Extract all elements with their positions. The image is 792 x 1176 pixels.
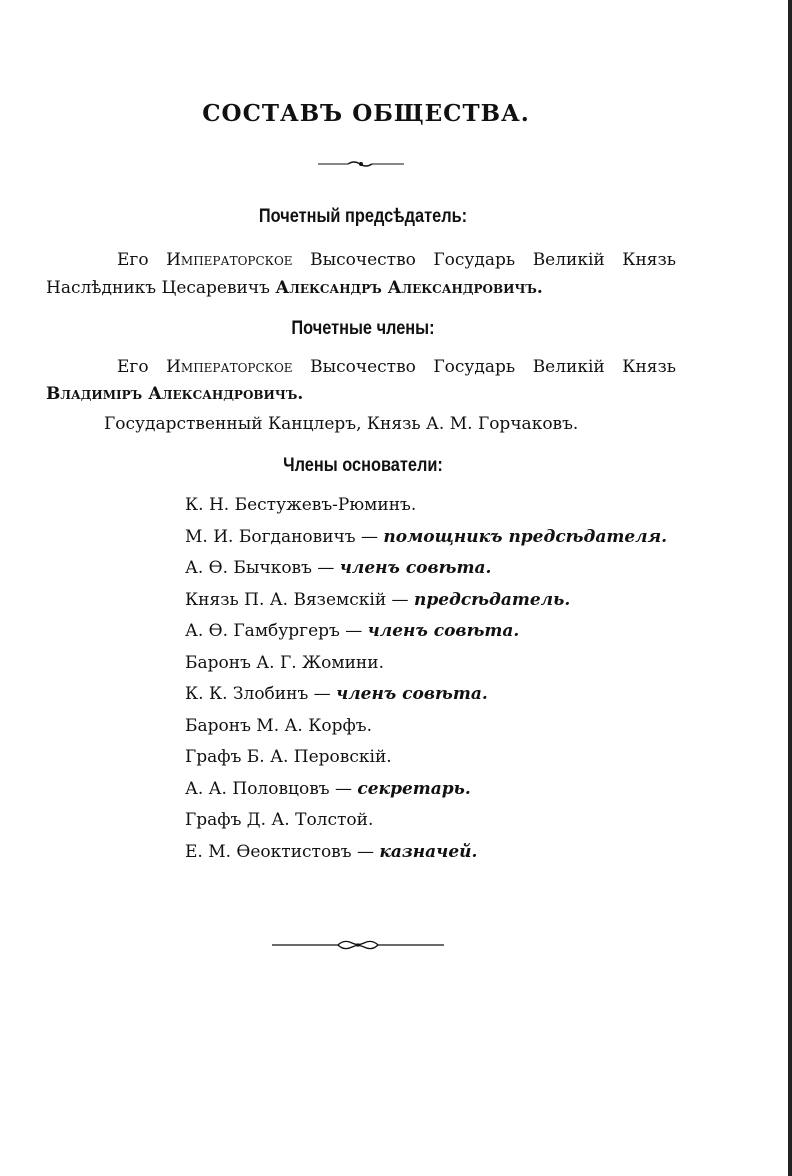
founder-item	[185, 648, 667, 680]
honorary-members-heading: Почетные члены:	[291, 318, 435, 339]
founder-name: Баронъ А. Г. Жомини.	[185, 652, 384, 673]
founder-name: А. А. Половцовъ —	[185, 778, 358, 799]
word: Князь	[622, 250, 677, 270]
word: Его	[117, 250, 149, 270]
founder-item	[185, 711, 667, 743]
word: Императорское	[166, 250, 293, 270]
founder-name: Е. М. Ѳеоктистовъ —	[185, 841, 380, 862]
founder-item	[185, 522, 667, 554]
founder-item	[185, 837, 667, 869]
title-prefix: Наслѣдникъ Цесаревичъ	[46, 278, 276, 298]
word: Князь	[622, 357, 677, 377]
word: Великій	[532, 250, 605, 270]
founder-item	[185, 616, 667, 648]
word: Великій	[532, 357, 605, 377]
founder-name: Графъ Б. А. Перовскій.	[185, 747, 392, 767]
founder-role: секретарь.	[357, 778, 471, 799]
founders-list	[185, 490, 667, 868]
honorary-chairman-name: Александръ Александровичъ.	[275, 278, 543, 298]
founder-item	[185, 679, 667, 711]
founder-name: Баронъ М. А. Корфъ.	[185, 715, 372, 736]
founder-item	[185, 805, 667, 837]
title-ornament	[318, 159, 404, 169]
founder-name: М. И. Богдановичъ —	[185, 526, 384, 547]
page-title: СОСТАВЪ ОБЩЕСТВА.	[202, 100, 530, 127]
founder-name: Графъ Д. А. Толстой.	[185, 810, 374, 830]
founder-name: К. Н. Бестужевъ-Рюминъ.	[185, 495, 417, 515]
honorary-chairman-line-2	[46, 278, 543, 298]
honorary-chairman-line-1	[117, 250, 676, 270]
founder-item	[185, 742, 667, 774]
founder-role: членъ совѣта.	[339, 558, 492, 578]
closing-ornament	[272, 937, 444, 953]
honorary-member-name: Владиміръ Александровичъ.	[46, 384, 304, 404]
word: Высочество	[310, 250, 416, 270]
founder-role: членъ совѣта.	[336, 684, 488, 704]
founder-item	[185, 774, 667, 806]
founder-name: Князь П. А. Вяземскій —	[185, 589, 414, 610]
founder-role: членъ совѣта.	[367, 621, 520, 641]
founder-item	[185, 585, 667, 617]
word: Императорское	[166, 357, 293, 377]
page-edge	[788, 0, 792, 1176]
word: Государь	[433, 357, 516, 377]
founder-name: А. Ѳ. Гамбургеръ —	[185, 621, 368, 641]
honorary-member-line-1	[117, 357, 676, 377]
founder-item	[185, 553, 667, 585]
founder-item	[185, 490, 667, 522]
chancellor-line: Государственный Канцлеръ, Князь А. М. Горчаковъ.	[104, 414, 579, 434]
word: Высочество	[310, 357, 416, 377]
word: Государь	[433, 250, 516, 270]
founders-heading: Члены основатели:	[283, 455, 443, 476]
founder-name: А. Ѳ. Бычковъ —	[185, 558, 340, 578]
honorary-chairman-heading: Почетный предсѣдатель:	[258, 206, 468, 227]
founder-name: К. К. Злобинъ —	[185, 684, 337, 704]
word: Его	[117, 357, 149, 377]
founder-role: казначей.	[379, 841, 478, 862]
founder-role: предсѣдатель.	[413, 589, 571, 610]
founder-role: помощникъ предсѣдателя.	[383, 526, 668, 547]
